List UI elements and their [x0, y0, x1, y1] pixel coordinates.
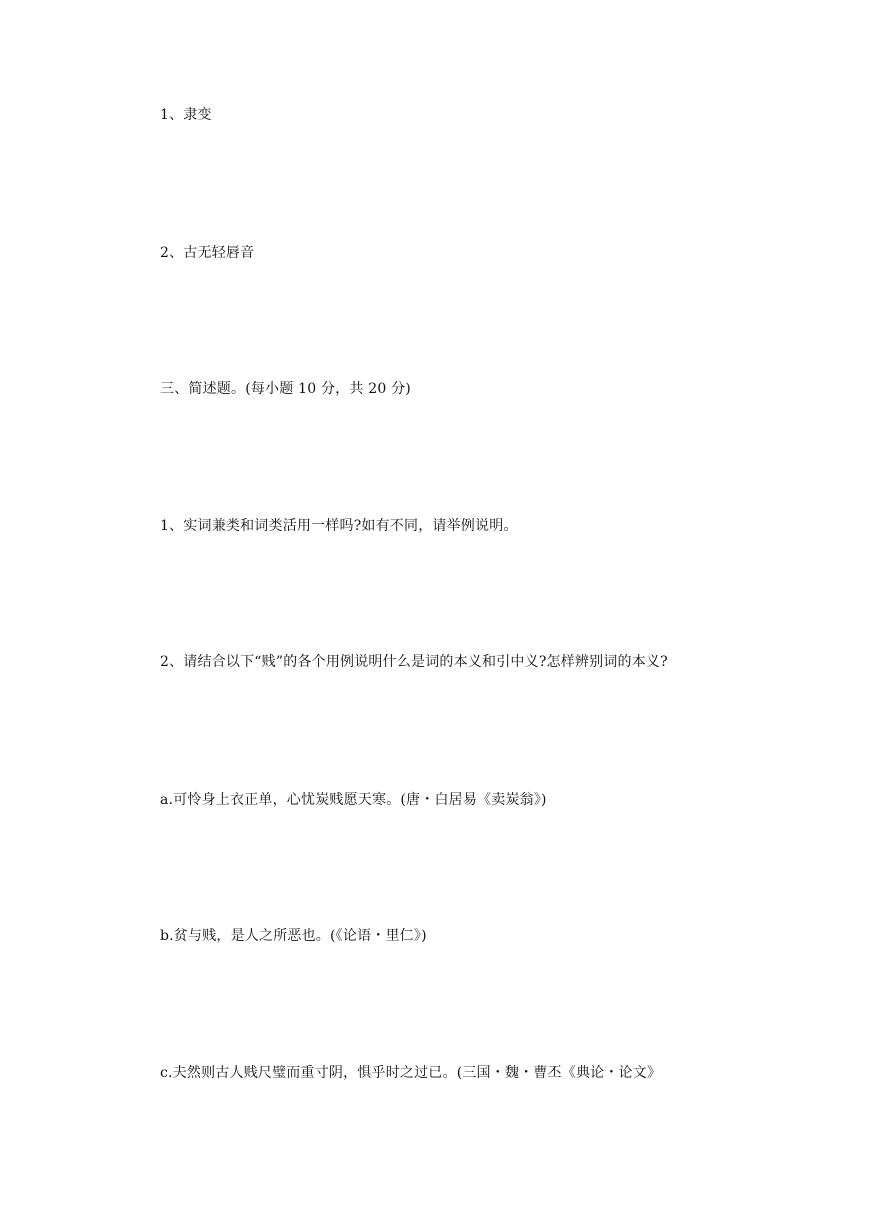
- example-c: c.夫然则古人贱尺璧而重寸阴，惧乎时之过已。(三国・魏・曹丕《典论・论文》: [160, 1065, 662, 1081]
- example-a: a.可怜身上衣正单，心忧炭贱愿天寒。(唐・白居易《卖炭翁》): [160, 792, 547, 808]
- term-item-1: 1、隶变: [160, 107, 212, 123]
- question-2: 2、请结合以下“贱”的各个用例说明什么是词的本义和引中义?怎样辨别词的本义?: [160, 654, 668, 670]
- term-item-2: 2、古无轻唇音: [160, 245, 255, 261]
- section-heading: 三、简述题。(每小题 10 分，共 20 分): [160, 381, 411, 397]
- example-b: b.贫与贱，是人之所恶也。(《论语・里仁》): [160, 928, 427, 944]
- question-1: 1、实词兼类和词类活用一样吗?如有不同，请举例说明。: [160, 518, 518, 534]
